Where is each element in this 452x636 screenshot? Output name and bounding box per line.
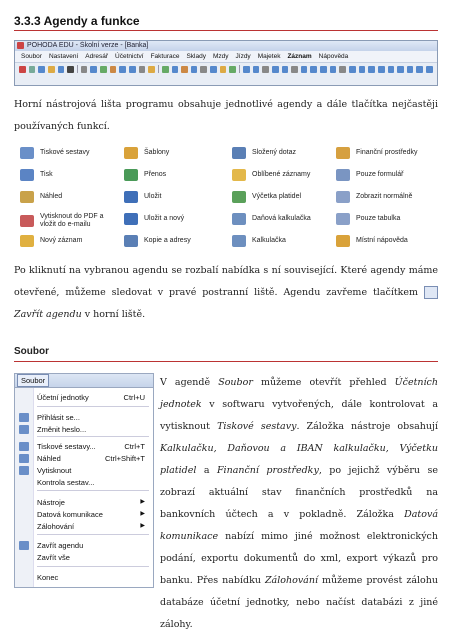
legend-item [20, 191, 62, 203]
legend-label: Přenos [144, 171, 167, 178]
legend-label: Finanční prostředky [356, 149, 418, 156]
text: a [196, 465, 217, 476]
menu-item-label: Nástroje [37, 498, 65, 507]
calculator-icon [232, 235, 246, 247]
toolbar-button-icon[interactable] [310, 66, 317, 73]
legend-label: Pouze tabulka [356, 215, 401, 222]
app-menu-item[interactable]: Nastavení [48, 53, 79, 60]
legend-label: Kalkulačka [252, 237, 286, 244]
toolbar-separator [158, 65, 159, 73]
print-reports-icon [19, 442, 29, 451]
menu-item-label: Vytisknout [37, 466, 72, 475]
toolbar-button-icon[interactable] [359, 66, 366, 73]
toolbar-separator [239, 65, 240, 73]
intro-paragraph: Horní nástrojová lišta programu obsahuje jednotlivé agendy a dále tlačítka nejčastěji používaných funkcí. [14, 99, 438, 132]
soubor-heading: Soubor [14, 346, 49, 357]
toolbar-button-icon[interactable] [210, 66, 217, 73]
text: V agendě [160, 377, 219, 388]
legend-item [20, 169, 53, 181]
legend-label: Tisk [40, 171, 53, 178]
toolbar-button-icon[interactable] [172, 66, 179, 73]
agenda-text-end: v horní liště. [81, 309, 146, 320]
menu-item-label: Účetní jednotky [37, 393, 89, 402]
app-menubar [15, 51, 437, 63]
toolbar-button-icon[interactable] [282, 66, 289, 73]
menu-item[interactable] [37, 521, 149, 532]
legend-item [232, 147, 296, 159]
legend-label: Nový záznam [40, 237, 83, 244]
menu-separator [37, 534, 149, 535]
text: můžeme otevřít přehled [252, 377, 395, 388]
print-reports-icon [20, 147, 34, 159]
app-menu-item[interactable]: Sklady [186, 53, 206, 60]
menu-item[interactable] [37, 497, 149, 508]
legend-label: Zobrazit normálně [356, 193, 413, 200]
toolbar-button-icon[interactable] [48, 66, 55, 73]
pdf-email-icon [20, 215, 34, 227]
toolbar-button-icon[interactable] [100, 66, 107, 73]
toolbar-button-icon[interactable] [262, 66, 269, 73]
app-menu-item[interactable]: Účetnictví [115, 53, 144, 60]
app-menu-item[interactable]: Nápověda [318, 53, 349, 60]
legend-item [124, 169, 166, 181]
menu-item[interactable] [37, 412, 149, 423]
toolbar-button-icon[interactable] [388, 66, 395, 73]
section-heading: 3.3.3 Agendy a funkce [14, 14, 140, 28]
legend-label: Kopie a adresy [144, 237, 191, 244]
app-logo-icon [17, 42, 24, 49]
preview-icon [20, 191, 34, 203]
legend-label: Vytisknout do PDF a vložit do e-mailu [40, 213, 104, 228]
toolbar-button-icon[interactable] [301, 66, 308, 73]
compound-query-icon [232, 147, 246, 159]
legend-label: Pouze formulář [356, 171, 404, 178]
app-menu-item[interactable]: Záznam [287, 53, 312, 60]
toolbar-button-icon[interactable] [253, 66, 260, 73]
app-title: POHODA EDU - Školní verze - [Banka] [27, 42, 149, 49]
app-toolbar [15, 63, 437, 75]
text: můžeme provést zálohu databáze účetní jednotky, nebo načíst databázi z jiné zálohy. [160, 575, 438, 630]
app-screenshot [14, 40, 438, 86]
menu-shortcut: Ctrl+U [123, 393, 145, 402]
legend-item [20, 213, 110, 229]
menu-item[interactable] [37, 392, 149, 403]
toolbar-button-icon[interactable] [148, 66, 155, 73]
menu-item[interactable] [37, 465, 149, 476]
close-agenda-term: Zavřít agendu [14, 309, 82, 320]
menu-item[interactable] [37, 477, 149, 488]
menu-item-label: Zavřít vše [37, 553, 70, 562]
favorites-icon [232, 169, 246, 181]
menu-separator [37, 436, 149, 437]
text: v softwaru vytvořených, dále kontrolovat a vytisknout [160, 399, 438, 432]
legend-label: Místní nápověda [356, 237, 408, 244]
save-new-icon [124, 213, 138, 225]
menu-item[interactable] [37, 572, 149, 583]
toolbar-button-icon[interactable] [416, 66, 423, 73]
legend-item [124, 147, 169, 159]
menu-item[interactable] [37, 509, 149, 520]
toolbar-button-icon[interactable] [339, 66, 346, 73]
legend-label: Uložit a nový [144, 215, 185, 222]
finance-icon [336, 147, 350, 159]
toolbar-button-icon[interactable] [320, 66, 327, 73]
legend-item [124, 213, 184, 225]
menu-header [15, 374, 153, 388]
toolbar-button-icon[interactable] [397, 66, 404, 73]
toolbar-button-icon[interactable] [19, 66, 26, 73]
menu-separator [37, 490, 149, 491]
legend-label: Daňová kalkulačka [252, 215, 311, 222]
toolbar-button-icon[interactable] [119, 66, 126, 73]
app-menu-item[interactable]: Mzdy [212, 53, 229, 60]
submenu-arrow-icon: ▶ [140, 511, 145, 517]
print-icon [19, 466, 29, 475]
legend-item [232, 191, 301, 203]
toolbar-button-icon[interactable] [243, 66, 250, 73]
menu-item-label: Tiskové sestavy... [37, 442, 96, 451]
menu-item-label: Zavřít agendu [37, 541, 84, 550]
menu-item-label: Náhled [37, 454, 61, 463]
menu-separator [37, 566, 149, 567]
toolbar-button-icon[interactable] [191, 66, 198, 73]
legend-label: Šablony [144, 149, 170, 156]
term: Tiskové sestavy [217, 421, 297, 432]
help-icon [336, 235, 350, 247]
legend-item [336, 213, 400, 225]
legend-item [20, 147, 90, 159]
toolbar-button-icon[interactable] [349, 66, 356, 73]
legend-item [232, 169, 310, 181]
term: Datová komunikace [160, 509, 438, 542]
toolbar-legend [20, 143, 440, 253]
term: Finanční prostředky [216, 465, 319, 476]
term: Kalkulačku, Daňovou a IBAN kalkulačku, Výčetku platidel [160, 443, 438, 476]
form-only-icon [336, 169, 350, 181]
toolbar-button-icon[interactable] [67, 66, 74, 73]
legend-label: Oblíbené záznamy [252, 171, 311, 178]
app-menu-item[interactable]: Fakturace [150, 53, 180, 60]
print-icon [20, 169, 34, 181]
toolbar-button-icon[interactable] [200, 66, 207, 73]
toolbar-button-icon[interactable] [181, 66, 188, 73]
app-menu-item[interactable]: Jízdy [235, 53, 251, 60]
transfer-icon [124, 169, 138, 181]
menu-shortcut: Ctrl+Shift+T [104, 454, 145, 463]
legend-item [20, 235, 82, 247]
text: . Záložka nástroje obsahují [296, 421, 438, 432]
term: Účetních jednotek [160, 377, 438, 410]
menu-item-label: Datová komunikace [37, 510, 103, 519]
text: , po jejichž výběru se zobrazí aktuální stav finančních prostředků na bankovních účtech a v pokladně. Záložka [160, 465, 438, 520]
toolbar-button-icon[interactable] [407, 66, 414, 73]
toolbar-button-icon[interactable] [291, 66, 298, 73]
soubor-rule [14, 361, 438, 362]
menu-item-label: Kontrola sestav... [37, 478, 95, 487]
normal-view-icon [336, 191, 350, 203]
toolbar-separator [77, 65, 78, 73]
menu-separator [37, 406, 149, 407]
menu-item-label: Přihlásit se... [37, 413, 80, 422]
soubor-paragraph [160, 372, 438, 636]
toolbar-button-icon[interactable] [378, 66, 385, 73]
term: Zálohování [264, 575, 319, 586]
legend-item [232, 213, 311, 225]
heading-rule [14, 30, 438, 31]
legend-item [336, 147, 417, 159]
menu-item[interactable] [37, 424, 149, 435]
term: Soubor [218, 377, 253, 388]
toolbar-button-icon[interactable] [110, 66, 117, 73]
toolbar-button-icon[interactable] [38, 66, 45, 73]
toolbar-button-icon[interactable] [90, 66, 97, 73]
legend-item [124, 235, 191, 247]
menu-tab-soubor[interactable]: Soubor [17, 374, 49, 387]
legend-label: Náhled [40, 193, 63, 200]
toolbar-button-icon[interactable] [272, 66, 279, 73]
menu-item[interactable] [37, 552, 149, 563]
text: nabízí mimo jiné možnost elektronických podání, exportu dokumentů do xml, export výkazů pro banku. Přes nabídku [160, 531, 438, 586]
toolbar-button-icon[interactable] [162, 66, 169, 73]
menu-shortcut: Ctrl+T [124, 442, 145, 451]
app-title-bar [15, 41, 437, 51]
toolbar-button-icon[interactable] [58, 66, 65, 73]
app-menu-item[interactable]: Soubor [21, 53, 42, 60]
cash-count-icon [232, 191, 246, 203]
preview-icon [19, 454, 29, 463]
legend-item [124, 191, 162, 203]
toolbar-button-icon[interactable] [330, 66, 337, 73]
new-record-icon [20, 235, 34, 247]
submenu-arrow-icon: ▶ [140, 523, 145, 529]
app-menu-item[interactable]: Majetek [257, 53, 281, 60]
toolbar-button-icon[interactable] [129, 66, 136, 73]
save-icon [124, 191, 138, 203]
agenda-text: Po kliknutí na vybranou agendu se rozbalí nabídka s ní související. Které agendy máme otevřené, můžeme sledovat v pravé postranní liště. Agendu zavřeme tlačítkem [14, 265, 438, 298]
tax-calculator-icon [232, 213, 246, 225]
password-icon [19, 425, 29, 434]
submenu-arrow-icon: ▶ [140, 499, 145, 505]
close-agenda-icon [424, 286, 438, 299]
legend-label: Výčetka platidel [252, 193, 302, 200]
toolbar-button-icon[interactable] [368, 66, 375, 73]
toolbar-button-icon[interactable] [426, 66, 433, 73]
legend-item [336, 169, 403, 181]
menu-item-label: Zálohování [37, 522, 75, 531]
toolbar-button-icon[interactable] [220, 66, 227, 73]
login-icon [19, 413, 29, 422]
legend-item [336, 235, 408, 247]
app-menu-item[interactable]: Adresář [85, 53, 109, 60]
close-agenda-icon [19, 541, 29, 550]
menu-item-label: Konec [37, 573, 59, 582]
toolbar-button-icon[interactable] [229, 66, 236, 73]
toolbar-button-icon[interactable] [81, 66, 88, 73]
agenda-paragraph [14, 260, 438, 326]
legend-item [232, 235, 286, 247]
toolbar-button-icon[interactable] [139, 66, 146, 73]
soubor-menu [14, 373, 154, 588]
legend-label: Složený dotaz [252, 149, 296, 156]
menu-item-label: Změnit heslo... [37, 425, 87, 434]
toolbar-button-icon[interactable] [29, 66, 36, 73]
legend-item [336, 191, 412, 203]
menu-item[interactable] [37, 540, 149, 551]
menu-item[interactable] [37, 453, 149, 464]
table-only-icon [336, 213, 350, 225]
legend-label: Tiskové sestavy [40, 149, 90, 156]
legend-label: Uložit [144, 193, 162, 200]
copy-address-icon [124, 235, 138, 247]
menu-item[interactable] [37, 441, 149, 452]
templates-icon [124, 147, 138, 159]
